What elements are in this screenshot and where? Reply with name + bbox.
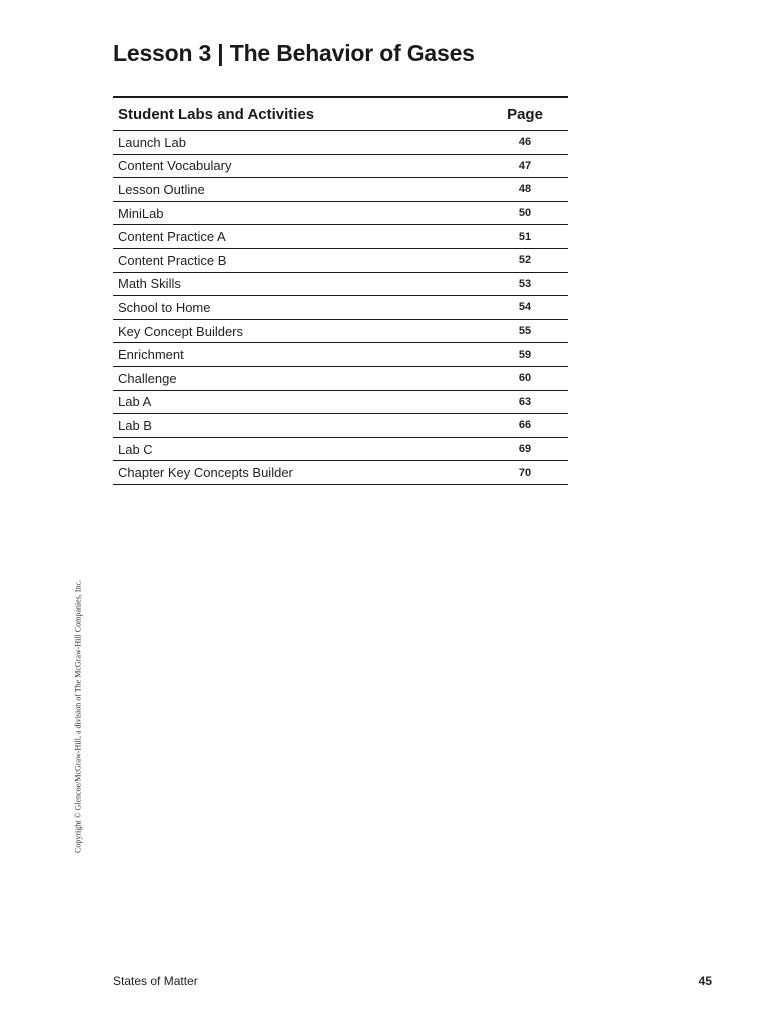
activity-name: School to Home <box>113 296 482 320</box>
activity-name: Key Concept Builders <box>113 319 482 343</box>
table-row <box>113 390 568 414</box>
page-title: Lesson 3 | The Behavior of Gases <box>113 40 475 66</box>
activity-name: MiniLab <box>113 201 482 225</box>
table-row <box>113 461 568 485</box>
activity-page: 53 <box>482 272 568 296</box>
column-header-activity: Student Labs and Activities <box>113 97 482 131</box>
table-row <box>113 201 568 225</box>
activity-name: Enrichment <box>113 343 482 367</box>
table-row <box>113 437 568 461</box>
table-row <box>113 414 568 438</box>
activity-name: Challenge <box>113 366 482 390</box>
table-row <box>113 178 568 202</box>
activity-name: Lab A <box>113 390 482 414</box>
activity-page: 50 <box>482 201 568 225</box>
activity-page: 70 <box>482 461 568 485</box>
activity-page: 48 <box>482 178 568 202</box>
activity-page: 51 <box>482 225 568 249</box>
table-row <box>113 296 568 320</box>
table-row <box>113 248 568 272</box>
activity-page: 60 <box>482 366 568 390</box>
activity-page: 63 <box>482 390 568 414</box>
activity-page: 55 <box>482 319 568 343</box>
table-row <box>113 343 568 367</box>
column-header-page: Page <box>482 97 568 131</box>
activity-name: Chapter Key Concepts Builder <box>113 461 482 485</box>
activity-name: Content Practice A <box>113 225 482 249</box>
activity-name: Content Vocabulary <box>113 154 482 178</box>
activity-page: 69 <box>482 437 568 461</box>
activity-page: 47 <box>482 154 568 178</box>
footer-page-number: 45 <box>698 974 712 988</box>
activity-page: 52 <box>482 248 568 272</box>
table-row <box>113 272 568 296</box>
activity-page: 54 <box>482 296 568 320</box>
table-header-row <box>113 97 568 131</box>
activity-name: Lesson Outline <box>113 178 482 202</box>
table-row <box>113 319 568 343</box>
footer-book-title: States of Matter <box>113 974 198 988</box>
table-row <box>113 154 568 178</box>
table-row <box>113 366 568 390</box>
table-row <box>113 225 568 249</box>
activity-name: Lab C <box>113 437 482 461</box>
activity-name: Content Practice B <box>113 248 482 272</box>
activities-table <box>113 96 568 485</box>
table-row <box>113 131 568 155</box>
activity-name: Math Skills <box>113 272 482 296</box>
activity-page: 46 <box>482 131 568 155</box>
activity-name: Launch Lab <box>113 131 482 155</box>
activity-page: 66 <box>482 414 568 438</box>
activity-name: Lab B <box>113 414 482 438</box>
copyright-notice: Copyright © Glencoe/McGraw-Hill, a division of The McGraw-Hill Companies, Inc. <box>73 580 83 853</box>
activity-page: 59 <box>482 343 568 367</box>
